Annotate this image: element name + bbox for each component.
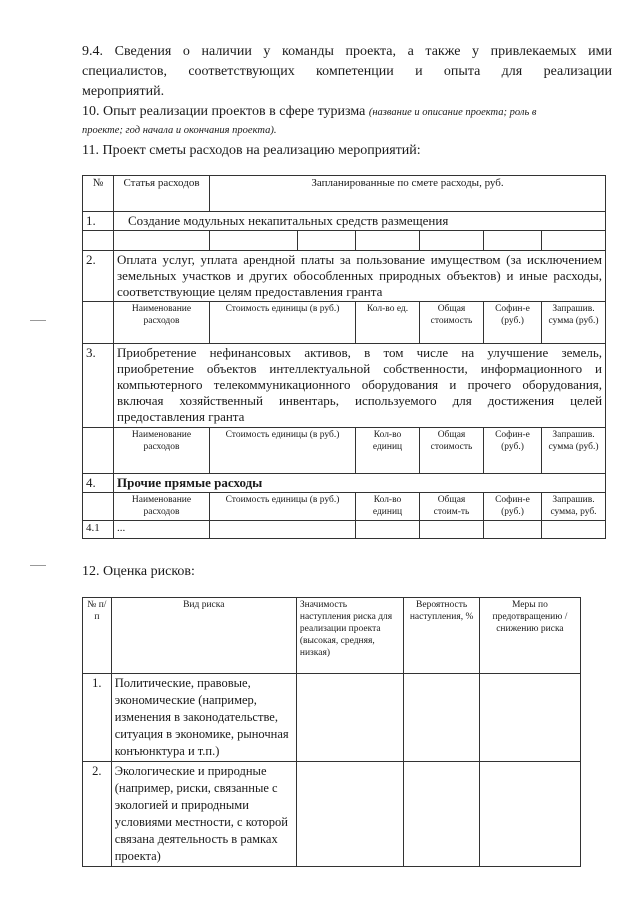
risk-header-probability: Вероятность наступления, % [404, 598, 480, 674]
section-11-heading: 11. Проект сметы расходов на реализацию мероприятий: [82, 143, 421, 158]
budget-cell[interactable] [356, 521, 420, 539]
risk-cell[interactable] [296, 674, 403, 762]
section-9-4-line3: мероприятий. [82, 84, 165, 99]
budget-col-total: Общая стоимость [420, 302, 484, 344]
budget-row-title: Создание модульных некапитальных средств размещения [114, 212, 606, 231]
budget-col-requested: Запрашив. сумма (руб.) [542, 428, 606, 474]
budget-cell[interactable] [356, 231, 420, 251]
budget-cell[interactable] [484, 231, 542, 251]
margin-mark [30, 320, 46, 321]
budget-row-4-1 [83, 521, 606, 539]
budget-col-name: Наименование расходов [114, 428, 210, 474]
risk-header-significance: Значимость наступления риска для реализации проекта (высокая, средняя, низкая) [296, 598, 403, 674]
budget-col-cofin: Софин-е (руб.) [484, 302, 542, 344]
risk-cell[interactable] [479, 674, 580, 762]
budget-col-unit-cost: Стоимость единицы (в руб.) [210, 428, 356, 474]
budget-col-name: Наименование расходов [114, 302, 210, 344]
budget-cell[interactable] [83, 428, 114, 474]
risk-header-measures: Меры по предотвращению / снижению риска [479, 598, 580, 674]
section-10-heading [82, 102, 612, 122]
section-9-4-line1: 9.4. Сведения о наличии у команды проекта, а также у привлекаемых ими [82, 44, 612, 59]
budget-header-planned: Запланированные по смете расходы, руб. [210, 176, 606, 212]
budget-col-qty: Кол-во ед. [356, 302, 420, 344]
risk-header-num: № п/п [83, 598, 112, 674]
budget-header-article: Статья расходов [114, 176, 210, 212]
budget-row-num: 1. [83, 212, 114, 231]
section-9-4-line2: специалистов, соответствующих компетенции и опыта для реализации [82, 64, 612, 79]
budget-cell[interactable] [210, 521, 356, 539]
risk-row-num: 2. [83, 762, 112, 867]
section-10-hint: (название и описание проекта; роль в [368, 107, 537, 118]
budget-col-total: Общая стоимость [420, 428, 484, 474]
budget-row-4 [83, 474, 606, 493]
budget-cell[interactable] [420, 521, 484, 539]
budget-row-num: 4. [83, 474, 114, 493]
budget-table [82, 175, 606, 539]
budget-subheader-row [83, 493, 606, 521]
risk-row-type: Политические, правовые, экономические (например, изменения в законодательстве, ситуация в экономике, рыночная конъюнктура и т.п.) [111, 674, 296, 762]
budget-row-num: 4.1 [83, 521, 114, 539]
budget-col-requested: Запрашив. сумма, руб. [542, 493, 606, 521]
budget-col-cofin: Софин-е (руб.) [484, 428, 542, 474]
budget-cell[interactable] [210, 231, 298, 251]
budget-cell[interactable] [484, 521, 542, 539]
risk-row-type: Экологические и природные (например, риски, связанные с экологией и природными условиями местности, с которой связана деятельность в рамках проекта) [111, 762, 296, 867]
risk-cell[interactable] [404, 762, 480, 867]
risk-cell[interactable] [404, 674, 480, 762]
budget-row-title: ... [114, 521, 210, 539]
budget-row-title: Приобретение нефинансовых активов, в том числе на улучшение земель, приобретение объектов интеллектуальной собственности, информационного и компьютерного телекоммуникационного оборудования и прочего оборудования, включая хозяйственный инвентарь, используемого для достижения целей предоставления гранта [114, 344, 606, 428]
budget-row-num: 3. [83, 344, 114, 428]
budget-col-total: Общая стоим-ть [420, 493, 484, 521]
risk-table [82, 597, 581, 867]
budget-col-name: Наименование расходов [114, 493, 210, 521]
risk-row [83, 674, 581, 762]
budget-cell[interactable] [83, 493, 114, 521]
budget-row-title: Прочие прямые расходы [114, 474, 606, 493]
budget-col-cofin: Софин-е (руб.) [484, 493, 542, 521]
section-10-text: 10. Опыт реализации проектов в сфере туризма [82, 104, 366, 119]
section-10-hint-line2: проекте; год начала и окончания проекта). [82, 125, 277, 136]
budget-cell[interactable] [83, 231, 114, 251]
budget-col-requested: Запрашив. сумма (руб.) [542, 302, 606, 344]
budget-header-row [83, 176, 606, 212]
budget-col-qty: Кол-во единиц [356, 428, 420, 474]
risk-row [83, 762, 581, 867]
budget-empty-row [83, 231, 606, 251]
budget-cell[interactable] [420, 231, 484, 251]
budget-col-unit-cost: Стоимость единицы (в руб.) [210, 302, 356, 344]
budget-cell[interactable] [114, 231, 210, 251]
budget-cell[interactable] [298, 231, 356, 251]
section-12-heading: 12. Оценка рисков: [82, 564, 195, 579]
budget-header-num: № [83, 176, 114, 212]
budget-col-unit-cost: Стоимость единицы (в руб.) [210, 493, 356, 521]
budget-col-qty: Кол-во единиц [356, 493, 420, 521]
budget-cell[interactable] [83, 302, 114, 344]
risk-cell[interactable] [296, 762, 403, 867]
budget-row-2 [83, 251, 606, 302]
risk-row-num: 1. [83, 674, 112, 762]
budget-subheader-row [83, 302, 606, 344]
risk-header-type: Вид риска [111, 598, 296, 674]
budget-row-num: 2. [83, 251, 114, 302]
budget-row-1 [83, 212, 606, 231]
budget-cell[interactable] [542, 521, 606, 539]
budget-row-3 [83, 344, 606, 428]
budget-subheader-row [83, 428, 606, 474]
margin-mark [30, 565, 46, 566]
risk-header-row [83, 598, 581, 674]
risk-cell[interactable] [479, 762, 580, 867]
budget-cell[interactable] [542, 231, 606, 251]
budget-row-title: Оплата услуг, уплата арендной платы за пользование имуществом (за исключением земельных участков и других обособленных природных объектов) и иные расходы, соответствующие целям предоставления гранта [114, 251, 606, 302]
